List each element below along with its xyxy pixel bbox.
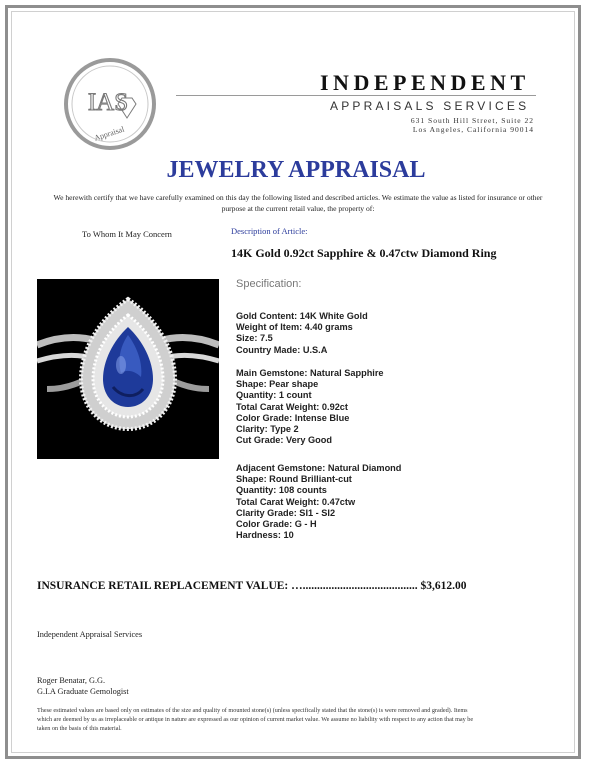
specification-heading: Specification: [236,278,302,290]
main-gemstone: Main Gemstone: Natural Sapphire [236,368,384,378]
main-color-grade: Color Grade: Intense Blue [236,412,350,423]
adjacent-color-grade: Color Grade: G - H [236,518,317,529]
ring-size: Size: 7.5 [236,333,273,344]
ring-photo [37,279,219,459]
logo-letters: IAS [87,89,129,116]
company-subtitle: APPRAISALS SERVICES [330,99,530,113]
insurance-value: INSURANCE RETAIL REPLACEMENT VALUE: …........................................ $3,612.00 [37,580,467,592]
adjacent-gemstone-specification [236,463,401,541]
main-shape: Shape: Pear shape [236,379,319,390]
gold-specification [236,311,368,356]
logo-subtext: Appraisal [93,124,126,143]
adjacent-shape: Shape: Round Brilliant-cut [236,474,352,485]
adjacent-gemstone: Adjacent Gemstone: Natural Diamond [236,463,402,473]
main-quantity: Quantity: 1 count [236,390,312,401]
address-line-2: Los Angeles, California 90014 [412,125,534,134]
main-clarity: Clarity: Type 2 [236,423,299,434]
description-label: Description of Article: [231,226,308,236]
appraiser-title: G.I.A Graduate Gemologist [37,687,129,696]
main-gemstone-specification [236,368,384,446]
main-carat-weight: Total Carat Weight: 0.92ct [236,401,348,412]
document-title: JEWELRY APPRAISAL [166,157,426,183]
company-name: INDEPENDENT [320,70,530,95]
article-title: 14K Gold 0.92ct Sapphire & 0.47ctw Diamond Ring [231,246,497,260]
disclaimer: These estimated values are based only on estimates of the size and quality of mounted stone(s) (unless specifically stated that the stone(s) is were removed and graded). Items which are deemed by us as irreplaceable or antique in nature are expressed as our opinion of current market value. We assume no liability with respect to any action that may be taken on the basis of this material. [37,707,474,732]
adjacent-clarity-grade: Clarity Grade: SI1 - SI2 [236,507,336,518]
adjacent-hardness: Hardness: 10 [236,530,294,541]
ias-logo [64,58,156,150]
main-cut-grade: Cut Grade: Very Good [236,435,332,446]
gold-content: Gold Content: 14K White Gold [236,311,368,321]
adjacent-quantity: Quantity: 108 counts [236,485,327,496]
adjacent-carat-weight: Total Carat Weight: 0.47ctw [236,496,356,507]
recipient: To Whom It May Concern [82,229,172,239]
header-rule [176,95,536,96]
appraiser-name: Roger Benatar, G.G. [37,676,106,685]
address-line-1: 631 South Hill Street, Suite 22 [410,116,534,125]
item-weight: Weight of Item: 4.40 grams [236,322,353,333]
country-made: Country Made: U.S.A [236,344,328,355]
certification-text: We herewith certify that we have carefully examined on this day the following listed and described articles. We estimate the value as listed for insurance or other purpose at the current retail value, the property of: [53,193,543,213]
signature-company: Independent Appraisal Services [37,630,143,639]
